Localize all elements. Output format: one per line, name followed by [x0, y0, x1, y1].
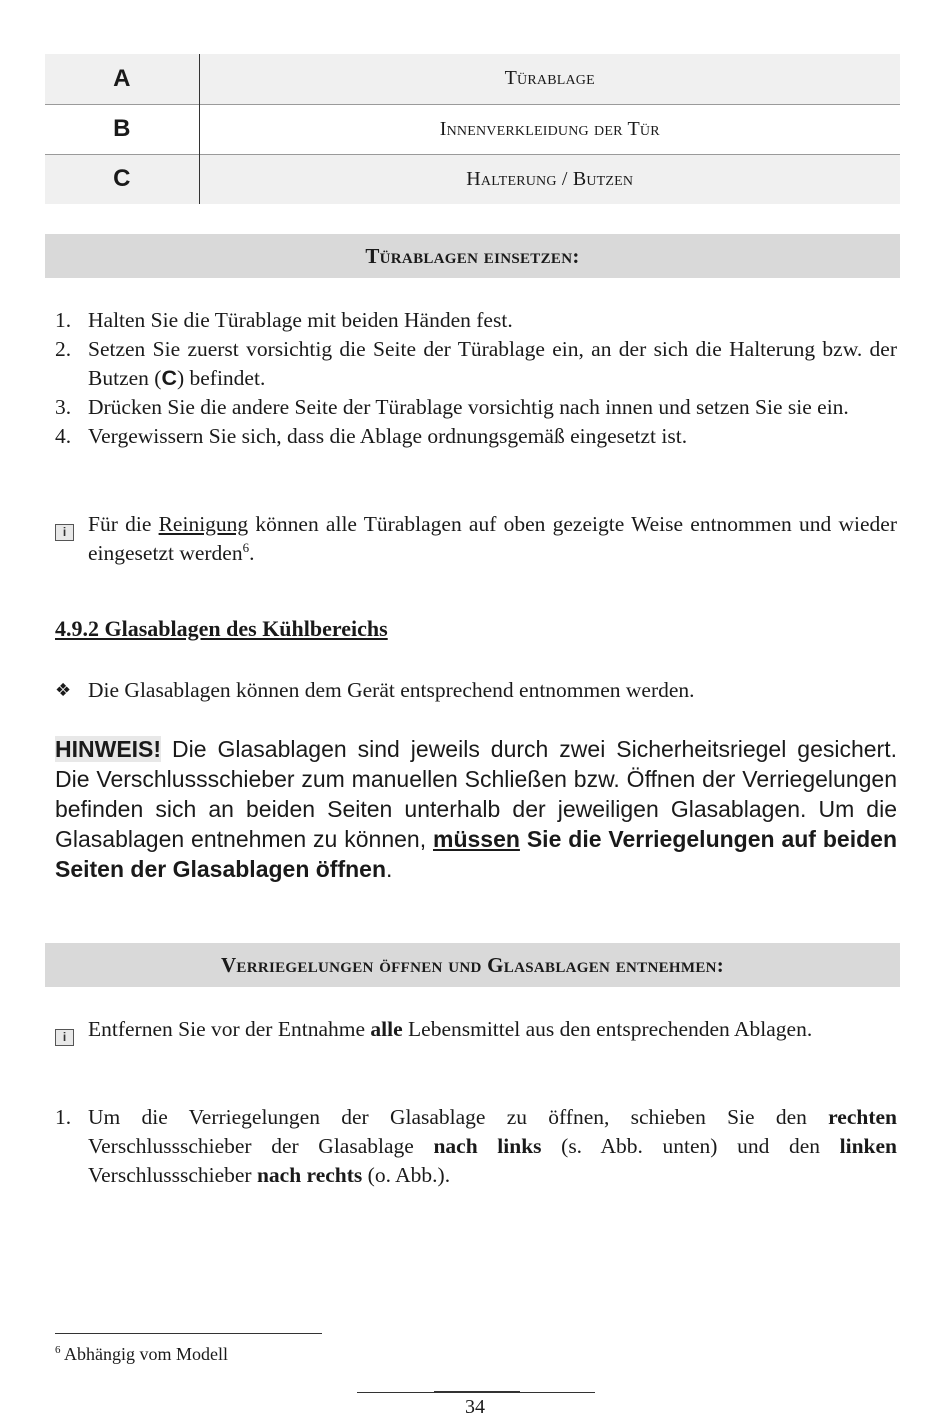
footnote-text: Abhängig vom Modell — [60, 1344, 228, 1364]
step-number: 1. — [55, 1105, 72, 1129]
step-text-part: Verschlussschieber der Glasablage — [88, 1134, 434, 1158]
legend-label: Innenverkleidung der Tür — [199, 104, 900, 154]
step-number: 1. — [55, 308, 72, 332]
step-text-bold: linken — [839, 1134, 898, 1158]
step-text-bold: nach rechts — [256, 1163, 363, 1187]
bullet-item — [55, 676, 695, 705]
subsection-heading: 4.9.2 Glasablagen des Kühlbereichs — [55, 616, 388, 641]
note-emphasis: Sie die Verriegelungen auf beiden Seiten der Glasablagen öffnen — [55, 826, 897, 882]
note-emphasis-underlined: müssen — [433, 826, 520, 852]
legend-letter: A — [45, 54, 199, 104]
legend-letter: C — [45, 154, 199, 204]
bullet-text: Die Glasablagen können dem Gerät entsprechend entnommen werden. — [88, 678, 695, 702]
cleaning-link[interactable]: Reinigung — [158, 512, 249, 536]
step-text: Drücken Sie die andere Seite der Türablage vorsichtig nach innen und setzen Sie sie ein. — [88, 395, 849, 419]
step-text — [88, 1103, 897, 1190]
list-item — [55, 393, 897, 422]
warning-note — [55, 734, 897, 884]
remove-food-info-note — [55, 1015, 897, 1049]
step-number: 3. — [55, 395, 72, 419]
step-text-bold: nach links — [433, 1134, 542, 1158]
info-text-part: Lebensmittel aus den entsprechenden Ablagen. — [402, 1017, 813, 1041]
list-item — [55, 306, 897, 335]
step-text-part: Um die Verriegelungen der Glasablage zu öffnen, schieben Sie den — [88, 1105, 829, 1129]
list-item — [55, 335, 897, 393]
info-text-bold: alle — [370, 1017, 403, 1041]
step-number: 2. — [55, 337, 72, 361]
info-text-part: . — [249, 541, 255, 565]
step-number: 4. — [55, 424, 72, 448]
legend-row — [45, 104, 900, 154]
list-item — [55, 1103, 897, 1190]
info-icon: i — [55, 524, 74, 541]
info-text — [88, 1015, 897, 1049]
info-text-part: Für die — [88, 512, 159, 536]
note-text-end: . — [386, 856, 393, 882]
step-text-part: ) befindet. — [176, 366, 266, 390]
list-item — [55, 422, 897, 451]
legend-letter: B — [45, 104, 199, 154]
footnote-number: 6 — [55, 1344, 61, 1356]
legend-label: Halterung / Butzen — [199, 154, 900, 204]
step-text-bold: rechten — [828, 1105, 897, 1129]
diamond-bullet-icon: ❖ — [55, 680, 72, 701]
open-locks-steps-list — [55, 1103, 897, 1190]
step-text-part: (o. Abb.). — [362, 1163, 451, 1187]
info-text-part: Entfernen Sie vor der Entnahme — [88, 1017, 371, 1041]
section-heading-insert-door-shelves: Türablagen einsetzen: — [45, 234, 900, 278]
cleaning-info-note — [55, 510, 897, 568]
info-text — [88, 510, 897, 568]
step-text-part: (s. Abb. unten) und den — [541, 1134, 840, 1158]
step-text: Halten Sie die Türablage mit beiden Händen fest. — [88, 308, 513, 332]
page-number-divider-accent — [434, 1391, 520, 1393]
info-text-part: können alle Türablagen auf oben gezeigte Weise entnommen und wieder eingesetzt werden — [88, 512, 897, 565]
step-text — [88, 335, 897, 393]
legend-row — [45, 154, 900, 204]
part-reference: C — [161, 366, 177, 390]
step-text-part: Setzen Sie zuerst vorsichtig die Seite der Türablage ein, an der sich die Halterung bzw. der Butzen ( — [88, 337, 897, 390]
note-label: HINWEIS! — [55, 736, 162, 762]
info-icon: i — [55, 1029, 74, 1046]
legend-label: Türablage — [199, 54, 900, 104]
footnote-reference[interactable]: 6 — [242, 539, 250, 555]
insert-steps-list — [55, 306, 897, 451]
footnote-divider — [55, 1333, 322, 1334]
footnote — [55, 1344, 228, 1365]
step-text: Vergewissern Sie sich, dass die Ablage ordnungsgemäß eingesetzt ist. — [88, 424, 688, 448]
section-heading-open-locks: Verriegelungen öffnen und Glasablagen entnehmen: — [45, 943, 900, 987]
parts-legend-table — [45, 54, 900, 204]
page-number: 34 — [465, 1396, 485, 1416]
note-text: Die Glasablagen sind jeweils durch zwei Sicherheitsriegel gesichert. Die Verschlussschieber zum manuellen Schließen bzw. Öffnen der Verriegelungen befinden sich an beiden Seiten unterhalb der jeweiligen Glasablagen. Um die Glasablagen entnehmen zu können, — [55, 736, 897, 852]
step-text-part: Verschlussschieber — [88, 1163, 257, 1187]
legend-row — [45, 54, 900, 104]
